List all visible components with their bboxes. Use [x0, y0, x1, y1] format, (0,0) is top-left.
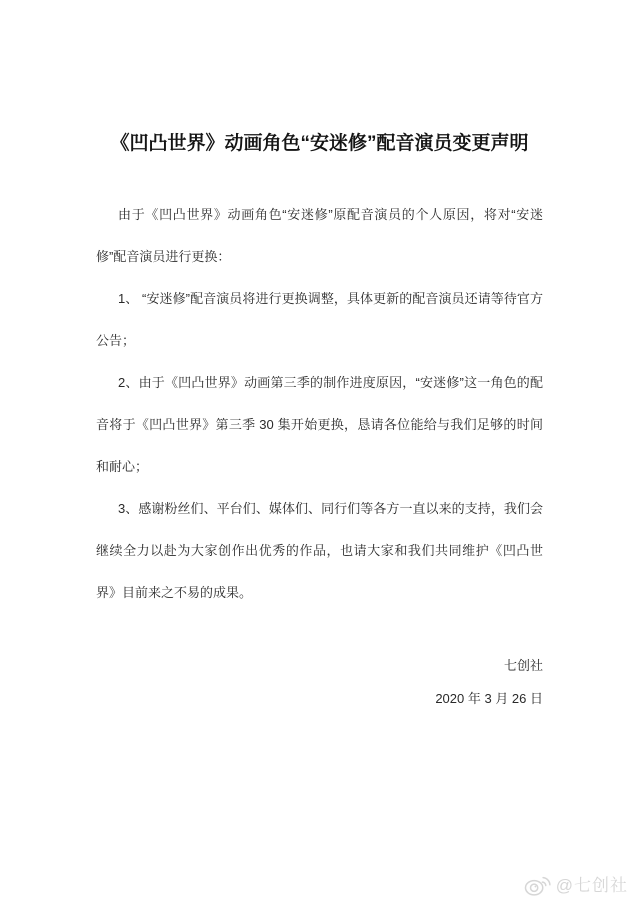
date: 2020 年 3 月 26 日: [435, 691, 543, 706]
paragraph-intro: 由于《凹凸世界》动画角色“安迷修”原配音演员的个人原因，将对“安迷修”配音演员进行更换：: [96, 207, 543, 264]
signature-block: [96, 649, 543, 715]
paragraph-item-3: 3、感谢粉丝们、平台们、媒体们、同行们等各方一直以来的支持，我们会继续全力以赴为大家创作出优秀的作品，也请大家和我们共同维护《凹凸世界》目前来之不易的成果。: [96, 501, 543, 600]
paragraph-item-1: 1、 “安迷修”配音演员将进行更换调整，具体更新的配音演员还请等待官方公告；: [96, 291, 543, 348]
watermark-text: @七创社: [555, 876, 628, 895]
weibo-icon: [524, 872, 551, 896]
watermark: [524, 871, 628, 896]
signature: 七创社: [503, 658, 543, 673]
page-title: 《凹凸世界》动画角色“安迷修”配音演员变更声明: [110, 133, 529, 154]
paragraph-item-2: 2、由于《凹凸世界》动画第三季的制作进度原因，“安迷修”这一角色的配音将于《凹凸世界》第三季 30 集开始更换，恳请各位能给与我们足够的时间和耐心；: [96, 375, 543, 474]
announcement-document: [96, 130, 543, 715]
